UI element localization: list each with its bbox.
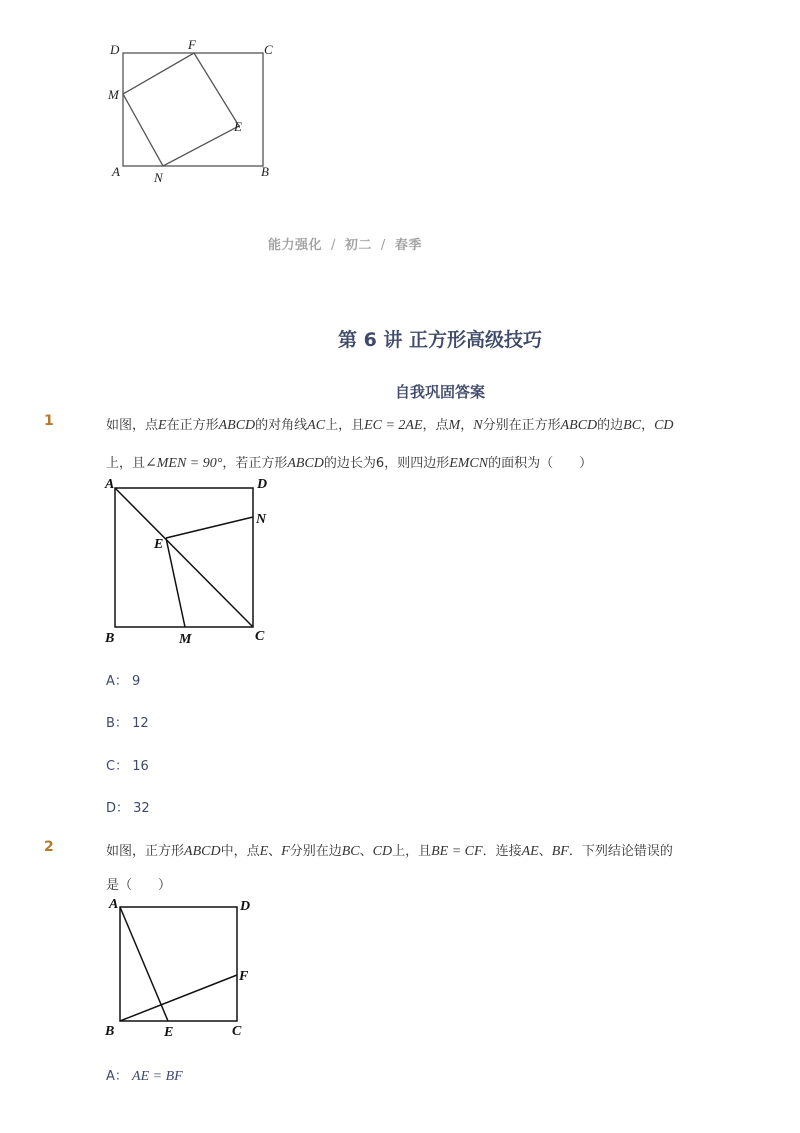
option-a[interactable] <box>106 670 140 689</box>
option-value: 12 <box>132 716 149 731</box>
question-number-2: 2 <box>44 839 54 855</box>
question-1-line-1 <box>106 414 674 434</box>
option-a[interactable] <box>106 1065 183 1085</box>
label-E: E <box>154 537 164 552</box>
square-ABCD <box>120 907 237 1021</box>
option-d[interactable] <box>106 797 150 816</box>
text: 上，且 <box>392 844 432 859</box>
label-E: E <box>234 119 242 134</box>
math: ABCD <box>218 418 256 433</box>
math: BF <box>551 844 569 859</box>
text: 的对角线 <box>255 418 308 433</box>
text: ，若正方形 <box>222 456 288 471</box>
text: 、 <box>538 844 552 859</box>
question-1-line-2 <box>106 452 592 472</box>
segment-AE <box>120 907 168 1021</box>
math: ∠MEN = 90° <box>145 456 223 471</box>
label-B: B <box>105 1024 115 1039</box>
text: ， <box>460 418 474 433</box>
text: 在正方形 <box>166 418 219 433</box>
text: 分别在正方形 <box>482 418 561 433</box>
label-B: B <box>105 631 115 646</box>
label-C: C <box>255 629 265 644</box>
breadcrumb <box>268 234 422 253</box>
question-1-figure-svg <box>100 474 280 646</box>
math: AE <box>521 844 539 859</box>
math: F <box>281 844 290 859</box>
segment-EN <box>166 517 253 538</box>
label-C: C <box>232 1024 242 1039</box>
math: BC <box>341 844 360 859</box>
question-1-figure <box>100 474 280 646</box>
math: CD <box>372 844 393 859</box>
math: BC <box>623 418 642 433</box>
top-figure-svg <box>100 36 290 186</box>
math: CD <box>654 418 674 433</box>
option-key: A： <box>106 1069 128 1084</box>
diagonal-AC <box>115 488 253 627</box>
label-D: D <box>240 899 251 914</box>
math: E <box>259 844 269 859</box>
question-number-1: 1 <box>44 413 54 429</box>
breadcrumb-part-2: 初二 <box>344 238 372 253</box>
math: N <box>473 418 483 433</box>
text: 的边长为6，则四边形 <box>323 456 450 471</box>
label-N: N <box>154 170 163 185</box>
breadcrumb-part-3: 春季 <box>394 238 422 253</box>
text: 如图，点 <box>106 418 159 433</box>
option-value: AE = BF <box>132 1069 183 1084</box>
text: 中，点 <box>220 844 260 859</box>
outer-rectangle <box>123 53 263 166</box>
option-b[interactable] <box>106 712 149 731</box>
math: ABCD <box>287 456 324 471</box>
label-D: D <box>257 477 268 492</box>
math: ABCD <box>184 844 221 859</box>
text: 、 <box>268 844 282 859</box>
section-title: 自我巩固答案 <box>394 383 485 401</box>
breadcrumb-separator: / <box>331 238 336 253</box>
option-key: C： <box>106 759 129 774</box>
lecture-title: 第 6 讲 正方形高级技巧 <box>337 329 543 351</box>
text: 上，且 <box>106 456 146 471</box>
math: AC <box>307 418 326 433</box>
math: M <box>448 418 461 433</box>
option-value: 16 <box>132 759 149 774</box>
option-value: 32 <box>133 801 150 816</box>
text: ．连接 <box>482 844 522 859</box>
option-value: 9 <box>132 674 141 689</box>
breadcrumb-separator: / <box>380 238 386 253</box>
label-C: C <box>264 42 273 57</box>
text: ， <box>641 418 655 433</box>
option-key: B： <box>106 716 128 731</box>
math: EC = 2AE <box>364 418 423 433</box>
segment-BF <box>120 975 237 1021</box>
text: ．下列结论错误的 <box>568 844 673 859</box>
label-A: A <box>109 897 119 912</box>
label-B: B <box>261 164 269 179</box>
option-key: A： <box>106 674 128 689</box>
text: 分别在边 <box>289 844 342 859</box>
question-2-line-1 <box>106 840 673 860</box>
math: EMCN <box>449 456 489 471</box>
label-F: F <box>239 969 249 984</box>
text: 如图，正方形 <box>106 844 185 859</box>
text: ，点 <box>422 418 449 433</box>
text: 、 <box>359 844 373 859</box>
text: 上，且 <box>325 418 365 433</box>
math: ABCD <box>560 418 598 433</box>
breadcrumb-part-1: 能力强化 <box>268 238 323 253</box>
top-figure <box>100 36 290 186</box>
label-A: A <box>105 477 115 492</box>
option-c[interactable] <box>106 755 149 774</box>
label-N: N <box>256 512 267 527</box>
segment-EM <box>166 538 185 627</box>
label-E: E <box>164 1025 174 1040</box>
label-F: F <box>188 37 196 52</box>
question-2-figure-svg <box>100 893 270 1045</box>
label-D: D <box>110 42 120 57</box>
label-A: A <box>112 164 120 179</box>
question-2-figure <box>100 893 270 1045</box>
math: BE = CF <box>431 844 483 859</box>
question-2-line-2: 是（ ） <box>106 878 172 893</box>
inner-square <box>123 53 239 166</box>
label-M: M <box>179 632 192 647</box>
text: 的边 <box>597 418 624 433</box>
text: 的面积为（ ） <box>488 456 593 471</box>
math: E <box>158 418 167 433</box>
label-M: M <box>108 87 119 102</box>
option-key: D： <box>106 801 130 816</box>
